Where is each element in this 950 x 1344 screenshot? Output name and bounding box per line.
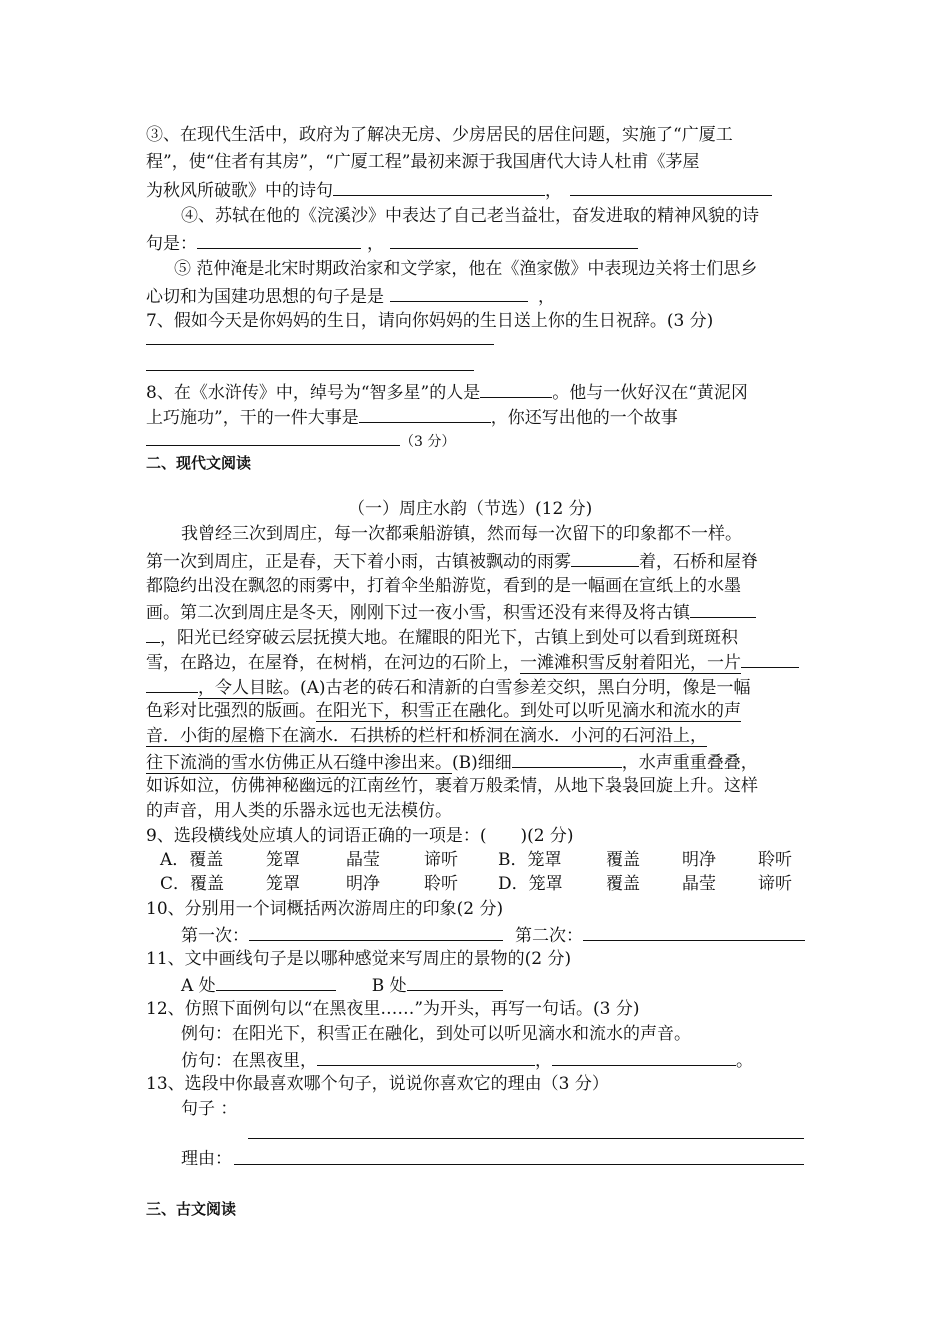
second-label: 第二次：	[515, 926, 583, 946]
option-word: 谛听	[424, 850, 458, 870]
imitate-label: 仿句：在黑夜里，	[181, 1051, 317, 1071]
q9-options-row1	[160, 849, 820, 871]
fill-blank[interactable]	[571, 549, 639, 567]
option-word: 聆听	[424, 874, 458, 894]
q12-imitate-row	[181, 1048, 753, 1070]
answer-blank[interactable]	[552, 1048, 736, 1066]
underlined-sentence-b: 音．小街的屋檐下在滴水．石拱桥的栏杆和桥洞在滴水．小河的石河沿上，	[146, 726, 707, 746]
passage-line	[146, 700, 741, 722]
answer-blank[interactable]	[390, 284, 528, 302]
q13-reason-label: 理由：	[181, 1149, 232, 1169]
comma: ，	[535, 1051, 552, 1071]
period: 。	[736, 1051, 753, 1071]
answer-blank[interactable]	[480, 380, 552, 398]
option-word: 笼罩	[266, 850, 300, 870]
passage-text: 着，石桥和屋脊	[639, 552, 758, 572]
passage-line: 的声音，用人类的乐器永远也无法模仿。	[146, 801, 452, 821]
option-a[interactable]: A．覆盖	[160, 850, 224, 870]
option-word: 覆盖	[606, 850, 640, 870]
a-answer-blank[interactable]	[216, 973, 336, 991]
a-label: A 处	[181, 976, 216, 996]
answer-line[interactable]	[146, 344, 494, 345]
option-word: 晶莹	[682, 874, 716, 894]
underlined-sentence-b: 在阳光下，积雪正在融化。到处可以听见滴水和流水的声	[316, 701, 741, 721]
underlined-sentence-a: ，令人目眩	[198, 678, 283, 698]
section-title: 三、古文阅读	[146, 1200, 237, 1218]
q8-text: 。他与一伙好汉在“黄泥冈	[552, 383, 748, 403]
passage-line	[146, 650, 799, 672]
passage-text: 雪，在路边，在屋脊，在树梢，在河边的石阶上，	[146, 653, 520, 673]
passage-line: 我曾经三次到周庄，每一次都乘船游镇，然而每一次留下的印象都不一样。	[181, 524, 742, 544]
q6-part5-line1: ⑤ 范仲淹是北宋时期政治家和文学家，他在《渔家傲》中表现边关将士们思乡	[174, 259, 758, 279]
underlined-sentence-b: 往下流淌的雪水仿佛正从石缝中渗出来。	[146, 753, 452, 773]
passage-line	[146, 600, 756, 622]
answer-blank[interactable]	[317, 1048, 535, 1066]
option-b[interactable]: B．笼罩	[498, 850, 562, 870]
answer-blank[interactable]	[146, 428, 400, 446]
option-word: 聆听	[758, 850, 792, 870]
q8-text: 上巧施功”，干的一件大事是	[146, 408, 359, 428]
passage-line	[146, 625, 738, 647]
q6-part5-line2	[146, 284, 555, 306]
passage-title: （一）周庄水韵（节选）(12 分)	[348, 499, 593, 519]
underlined-sentence-a: 一滩滩积雪反射着阳光，一片	[520, 653, 741, 673]
q6-part5-text: 心切和为国建功思想的句子是是	[146, 287, 384, 307]
passage-text: ，阳光已经穿破云层抚摸大地。在耀眼的阳光下，古镇上到处可以看到斑斑积	[160, 628, 738, 648]
option-d[interactable]: D．笼罩	[498, 874, 563, 894]
q8-text: 8、在《水浒传》中，绰号为“智多星”的人是	[146, 383, 481, 403]
passage-line	[146, 750, 758, 772]
fill-blank[interactable]	[741, 650, 799, 668]
q8-line1	[146, 380, 748, 402]
q11-stem: 11、文中画线句子是以哪种感觉来写周庄的景物的(2 分)	[146, 949, 572, 969]
sentence-answer-line[interactable]	[248, 1138, 804, 1139]
q9-options-row2	[160, 873, 820, 895]
q6-part3-line1: ③、在现代生活中，政府为了解决无房、少房居民的居住问题，实施了“广厦工	[146, 125, 733, 145]
q10-stem: 10、分别用一个词概括两次游周庄的印象(2 分)	[146, 899, 504, 919]
option-word: 覆盖	[606, 874, 640, 894]
passage-text: 画。第二次到周庄是冬天，刚刚下过一夜小雪，积雪还没有来得及将古镇	[146, 603, 690, 623]
answer-blank[interactable]	[359, 405, 491, 423]
q6-part3-line2: 程”，使“住者有其房”，“广厦工程”最初来源于我国唐代大诗人杜甫《茅屋	[146, 152, 700, 172]
option-word: 笼罩	[266, 874, 300, 894]
q7-stem: 7、假如今天是你妈妈的生日，请向你妈妈的生日送上你的生日祝辞。(3 分)	[146, 311, 714, 331]
q9-stem: 9、选段横线处应填人的词语正确的一项是：( )(2 分)	[146, 826, 574, 846]
option-c[interactable]: C．覆盖	[160, 874, 225, 894]
answer-blank[interactable]	[333, 178, 545, 196]
option-word: 晶莹	[346, 850, 380, 870]
second-answer-blank[interactable]	[583, 923, 805, 941]
b-label: B 处	[371, 976, 407, 996]
q6-part3-text: 为秋风所破歌》中的诗句	[146, 181, 333, 201]
answer-blank[interactable]	[390, 231, 638, 249]
passage-line	[146, 549, 758, 571]
first-label: 第一次：	[181, 926, 249, 946]
comma: ，	[367, 234, 384, 254]
q13-stem: 13、选段中你最喜欢哪个句子，说说你喜欢它的理由（3 分）	[146, 1074, 609, 1094]
passage-text: 色彩对比强烈的版画。	[146, 701, 316, 721]
q13-sentence-label: 句子 ：	[181, 1099, 238, 1119]
section-title: 二、现代文阅读	[146, 454, 252, 472]
reason-answer-line[interactable]	[234, 1164, 804, 1165]
q6-part4-line2	[146, 231, 638, 253]
fill-blank[interactable]	[146, 625, 160, 643]
first-answer-blank[interactable]	[249, 923, 503, 941]
q12-stem: 12、仿照下面例句以“在黑夜里……”为开头，再写一句话。(3 分)	[146, 999, 640, 1019]
q8-line2	[146, 405, 678, 427]
q6-part4-line1: ④、苏轼在他的《浣溪沙》中表达了自己老当益壮，奋发进取的精神风貌的诗	[181, 206, 759, 226]
comma: ，	[545, 181, 562, 201]
passage-text: (B)细细	[452, 753, 512, 773]
q6-part3-line3	[146, 178, 772, 200]
q8-text: ，你还写出他的一个故事	[490, 408, 678, 428]
q8-score: （3 分）	[400, 434, 456, 450]
comma: ，	[538, 287, 555, 307]
q10-answer-row	[181, 923, 805, 945]
q11-answer-row	[181, 973, 503, 995]
passage-text: 。(A)古老的砖石和清新的白雪参差交织，黑白分明，像是一幅	[283, 678, 751, 698]
option-word: 明净	[346, 874, 380, 894]
passage-line	[146, 725, 707, 747]
passage-text: 第一次到周庄，正是春，天下着小雨，古镇被飘动的雨雾	[146, 552, 571, 572]
passage-text: ，水声重重叠叠，	[621, 753, 758, 773]
answer-blank[interactable]	[570, 178, 772, 196]
answer-blank[interactable]	[197, 231, 361, 249]
q12-example: 例句：在阳光下，积雪正在融化，到处可以听见滴水和流水的声音。	[181, 1024, 691, 1044]
fill-blank[interactable]	[690, 600, 756, 618]
fill-blank[interactable]	[146, 675, 198, 693]
q6-part4-text: 句是：	[146, 234, 197, 254]
b-answer-blank[interactable]	[407, 973, 503, 991]
q8-line3	[146, 428, 455, 450]
answer-line[interactable]	[146, 370, 474, 371]
passage-line: 都隐约出没在飘忽的雨雾中，打着伞坐船游览，看到的是一幅画在宣纸上的水墨	[146, 576, 741, 596]
passage-line: 如诉如泣，仿佛神秘幽远的江南丝竹，裹着万般柔情，从地下袅袅回旋上升。这样	[146, 776, 758, 796]
option-word: 明净	[682, 850, 716, 870]
option-word: 谛听	[758, 874, 792, 894]
fill-blank[interactable]	[512, 750, 622, 768]
passage-line	[146, 675, 751, 697]
